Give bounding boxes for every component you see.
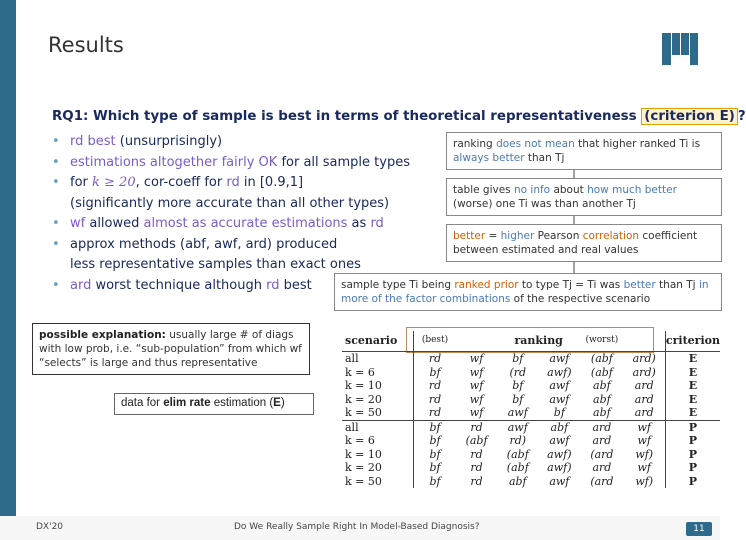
rank-cell: ard bbox=[634, 379, 654, 392]
b6b: worst technique although bbox=[91, 277, 267, 293]
rank-cell: bf bbox=[414, 420, 457, 434]
criterion-cell: P bbox=[665, 475, 720, 489]
b1b: (unsurprisingly) bbox=[115, 134, 223, 149]
b6d: best bbox=[279, 277, 312, 293]
b3d: in [0.9,1] bbox=[239, 175, 304, 190]
table-row bbox=[342, 366, 720, 380]
rank-cell: wf bbox=[456, 352, 497, 366]
c2e: (worse) one Ti was than another Tj bbox=[453, 198, 636, 210]
b2b: for all sample types bbox=[277, 154, 410, 170]
b4e: rd bbox=[370, 216, 384, 231]
rank-cell: awf bbox=[549, 379, 570, 392]
criterion-cell: E bbox=[665, 352, 720, 366]
scenario-cell: k = 10 bbox=[345, 447, 382, 461]
scenario-cell: all bbox=[342, 420, 414, 434]
b3e: (significantly more accurate than all other types) bbox=[70, 195, 390, 211]
rank-cell: bf bbox=[512, 392, 524, 406]
rank-cell: awf bbox=[507, 406, 528, 419]
rank-cell: bf bbox=[414, 366, 457, 380]
rank-cell: rd bbox=[414, 352, 457, 366]
c4f: in more of the factor combinations bbox=[341, 279, 709, 305]
list-item: • for k ≥ 20, cor-coeff for rd in [0.9,1] bbox=[52, 175, 304, 190]
rows-criterion-p bbox=[342, 420, 720, 488]
b6c: rd bbox=[266, 277, 280, 293]
rank-cell: bf bbox=[512, 379, 524, 392]
c4g: of the respective scenario bbox=[510, 293, 651, 305]
table-row bbox=[342, 406, 720, 420]
rank-cell: wf bbox=[637, 461, 651, 474]
rq-suffix: ? bbox=[737, 109, 746, 124]
col-worst: (worst) bbox=[585, 335, 619, 346]
rank-cell: bf bbox=[414, 475, 457, 489]
rank-cell: awf bbox=[538, 352, 580, 366]
c2d: how much better bbox=[587, 184, 677, 196]
rank-cell: (ard bbox=[590, 474, 614, 488]
c1c: that higher ranked Ti is bbox=[574, 138, 701, 150]
b4a: wf bbox=[70, 216, 86, 231]
c1a: ranking bbox=[453, 138, 497, 150]
footer-conference: DX'20 bbox=[36, 522, 64, 532]
rank-cell: rd bbox=[414, 406, 457, 420]
callout-no-info bbox=[446, 178, 722, 216]
c4b: ranked prior bbox=[454, 279, 519, 291]
criterion-cell: E bbox=[665, 379, 720, 393]
c3b: = bbox=[485, 230, 501, 242]
scenario-cell: k = 6 bbox=[345, 434, 375, 447]
rank-cell: awf) bbox=[547, 447, 572, 461]
scenario-cell: k = 10 bbox=[345, 379, 382, 392]
rank-cell: wf bbox=[469, 365, 484, 379]
rank-cell: rd bbox=[456, 420, 497, 434]
b6a: ard bbox=[70, 277, 92, 293]
rank-cell: (ard bbox=[590, 447, 614, 461]
criterion-cell: P bbox=[665, 434, 720, 448]
list-item: • rd best (unsurprisingly) bbox=[52, 134, 223, 149]
callout-ranking-meaning bbox=[446, 132, 722, 170]
rank-cell: wf bbox=[469, 392, 484, 406]
rank-cell: bf bbox=[414, 434, 457, 448]
rank-cell: (rd bbox=[509, 365, 527, 379]
db-d: E bbox=[273, 397, 281, 409]
c4e: than Tj bbox=[655, 279, 699, 291]
rank-cell: rd bbox=[414, 393, 457, 407]
callout-better-definition bbox=[446, 224, 722, 262]
col-best: (best) bbox=[414, 331, 457, 352]
callout-possible-explanation bbox=[32, 323, 310, 375]
col-scenario: scenario bbox=[345, 334, 398, 348]
b5a: approx methods (abf, awf, ard) produced bbox=[70, 236, 338, 252]
db-c: estimation ( bbox=[210, 397, 274, 409]
list-item: • wf allowed almost as accurate estimations as rd bbox=[52, 216, 384, 231]
rq-text: RQ1: Which type of sample is best in terms of theoretical representativeness bbox=[52, 109, 642, 124]
c1b: does not mean bbox=[496, 138, 575, 150]
b3a: for bbox=[70, 175, 93, 190]
rank-cell: awf bbox=[549, 434, 570, 447]
list-item: • approx methods (abf, awf, ard) produced bbox=[52, 236, 338, 252]
list-item: • ard worst technique although rd best bbox=[52, 277, 312, 293]
rank-cell: wf) bbox=[635, 447, 654, 461]
rank-cell: rd bbox=[470, 461, 483, 474]
ranking-table bbox=[342, 331, 720, 488]
b3b: , cor-coeff for bbox=[135, 175, 227, 190]
db-a: data for bbox=[121, 397, 164, 409]
c3c: higher bbox=[500, 230, 535, 242]
table-header-row bbox=[342, 331, 720, 352]
table-row bbox=[342, 434, 720, 448]
rank-cell: rd bbox=[470, 447, 483, 461]
rank-cell: awf bbox=[497, 420, 538, 434]
rank-cell: awf) bbox=[547, 365, 572, 379]
b4b: allowed bbox=[85, 216, 144, 231]
c3d: Pearson bbox=[534, 230, 583, 242]
rank-cell: (abf bbox=[506, 461, 529, 474]
criterion-cell: P bbox=[665, 420, 720, 434]
c5b: usually large # of diags with low prob, i.e. “sub-population” from which wf “selects” is large and thus representative bbox=[39, 329, 302, 369]
table-row bbox=[342, 379, 720, 393]
rq-criterion-label: (criterion E) bbox=[644, 109, 735, 124]
b1a: rd best bbox=[70, 134, 116, 149]
rows-criterion-e bbox=[342, 352, 720, 421]
db-e: ) bbox=[280, 397, 285, 409]
b4d: as bbox=[347, 216, 371, 231]
rank-cell: bf bbox=[414, 448, 457, 462]
data-label-box bbox=[114, 393, 314, 415]
b3math: k ≥ 20 bbox=[92, 175, 136, 190]
rank-cell: wf) bbox=[635, 474, 654, 488]
table-row bbox=[342, 475, 720, 489]
c1e: than Tj bbox=[524, 152, 565, 164]
c2a: table gives bbox=[453, 184, 514, 196]
table-row bbox=[342, 352, 720, 366]
col-ranking: ranking bbox=[514, 334, 563, 348]
c3e: correlation bbox=[582, 230, 640, 242]
b4c: almost as accurate estimations bbox=[143, 216, 348, 231]
list-item: • estimations altogether fairly OK for all sample types bbox=[52, 154, 410, 170]
rank-cell: wf bbox=[637, 434, 651, 447]
rank-cell: ard) bbox=[624, 352, 666, 366]
slide-title: Results bbox=[48, 33, 124, 57]
c4c: to type Tj = Ti was bbox=[518, 279, 624, 291]
table-row bbox=[342, 461, 720, 475]
rank-cell: (abf bbox=[465, 434, 488, 447]
rank-cell: awf bbox=[549, 392, 570, 406]
callout-ranked-prior bbox=[334, 273, 722, 311]
rank-cell: wf bbox=[624, 420, 666, 434]
footer-title: Do We Really Sample Right In Model-Based Diagnosis? bbox=[234, 522, 480, 532]
rank-cell: (abf bbox=[506, 447, 529, 461]
criterion-cell: P bbox=[665, 448, 720, 462]
b5b: less representative samples than exact ones bbox=[70, 257, 361, 272]
rank-cell: rd) bbox=[509, 434, 527, 447]
rank-cell: ard bbox=[592, 461, 612, 474]
c3a: better bbox=[453, 230, 486, 242]
rank-cell: abf bbox=[593, 379, 611, 392]
criterion-cell: E bbox=[665, 366, 720, 380]
b3c: rd bbox=[226, 175, 240, 190]
criterion-cell: E bbox=[665, 406, 720, 420]
scenario-cell: k = 50 bbox=[345, 474, 382, 488]
b2a: estimations altogether fairly OK bbox=[70, 154, 278, 170]
rank-cell: rd bbox=[470, 474, 483, 488]
criterion-cell: P bbox=[665, 461, 720, 475]
c2c: about bbox=[550, 184, 588, 196]
rank-cell: (abf bbox=[580, 352, 623, 366]
rank-cell: ard bbox=[592, 434, 612, 447]
scenario-cell: k = 6 bbox=[345, 365, 375, 379]
rank-cell: bf bbox=[497, 352, 538, 366]
table-row bbox=[342, 393, 720, 407]
scenario-cell: k = 20 bbox=[345, 392, 382, 406]
c3f: coefficient between estimated and real values bbox=[453, 230, 698, 256]
rank-cell: ard bbox=[634, 406, 654, 419]
criterion-cell: E bbox=[665, 393, 720, 407]
rank-cell: ard bbox=[634, 392, 654, 406]
rank-cell: ard) bbox=[632, 365, 656, 379]
rank-cell: bf bbox=[553, 406, 565, 419]
rank-cell: ard bbox=[580, 420, 623, 434]
c4a: sample type Ti being bbox=[341, 279, 455, 291]
rank-cell: wf bbox=[469, 406, 484, 419]
scenario-cell: k = 20 bbox=[345, 461, 382, 474]
rank-cell: (abf bbox=[590, 365, 613, 379]
c1d: always better bbox=[453, 152, 525, 164]
c5a: possible explanation: bbox=[39, 329, 166, 341]
db-b: elim rate bbox=[163, 397, 211, 409]
scenario-cell: k = 50 bbox=[345, 406, 382, 419]
scenario-cell: all bbox=[342, 352, 414, 366]
rank-cell: abf bbox=[593, 406, 611, 419]
table-row bbox=[342, 420, 720, 434]
rank-cell: rd bbox=[414, 379, 457, 393]
rank-cell: abf bbox=[508, 474, 527, 488]
rank-cell: abf bbox=[538, 420, 580, 434]
rank-cell: abf bbox=[593, 392, 611, 406]
c2b: no info bbox=[514, 184, 551, 196]
rank-cell: wf bbox=[469, 379, 484, 392]
rank-cell: bf bbox=[414, 461, 457, 475]
table-row bbox=[342, 448, 720, 462]
rank-cell: awf bbox=[549, 474, 570, 488]
rank-cell: awf) bbox=[547, 461, 572, 474]
page-number: 11 bbox=[686, 522, 712, 536]
col-criterion: criterion bbox=[665, 331, 720, 352]
c4d: better bbox=[623, 279, 656, 291]
